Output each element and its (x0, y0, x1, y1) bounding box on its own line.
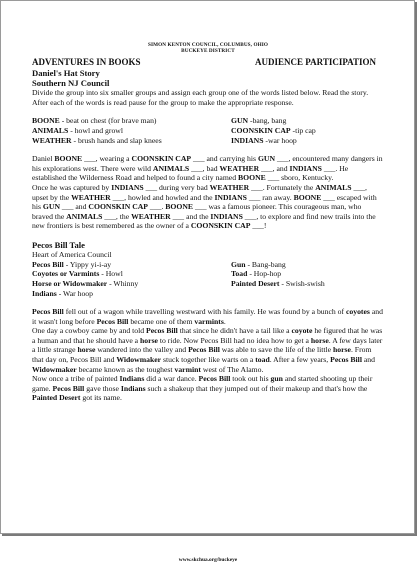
story1-response-item (231, 136, 384, 146)
story2-response-item (231, 289, 384, 299)
story2-response-word: Gun (231, 259, 246, 269)
section-title-right: AUDIENCE PARTICIPATION (255, 56, 376, 67)
council-name: SIMON KENTON COUNCIL, COLUMBUS, OHIO (148, 42, 268, 48)
district-name: BUCKEYE DISTRICT (181, 48, 235, 55)
story1-response-word: COONSKIN CAP (231, 126, 291, 135)
story1-response-item (231, 126, 384, 136)
story2-response-sound: - Hop-hop (247, 269, 282, 279)
story1-response-sound: - howl and growl (68, 126, 123, 135)
story1-response-list (32, 116, 384, 145)
story1-response-item (231, 116, 384, 126)
story1-response-sound: -tip cap (290, 126, 316, 135)
story1-title: Daniel's Hat Story (32, 67, 100, 78)
council-header (32, 42, 384, 55)
story2-response-word: Coyotes or Varmints (32, 269, 100, 279)
story2-response-item (32, 289, 231, 299)
story2-response-sound: - Swish-swish (279, 278, 325, 288)
story2-source: Heart of America Council (32, 250, 112, 260)
story1-response-word: GUN (231, 116, 249, 126)
section-title-left: ADVENTURES IN BOOKS (32, 56, 141, 67)
story1-response-word: ANIMALS (32, 126, 69, 135)
story2-response-item (32, 269, 231, 279)
story1-response-sound: - brush hands and slap knees (71, 135, 162, 145)
story2-response-word: Indians (32, 288, 57, 298)
story2-response-sound: - Howl (99, 269, 123, 279)
story2-response-item (231, 269, 384, 279)
story2-title: Pecos Bill Tale (32, 239, 85, 250)
story2-response-word: Horse or Widowmaker (32, 278, 108, 288)
story2-text: Pecos Bill fell out of a wagon while travelling westward with his family. He was found by a bunch of coyotes and it wasn't long before Pecos Bill became one of them varmints. One day a cowboy came by and told Pecos Bill that since he didn't have a tail like a coyote he figured that he was a human and that he should have a horse to ride. Now Pecos Bill had no idea how to get a horse. A few days later a little strange horse wandered into the valley and Pecos Bill was able to save the life of the little horse. From that day on, Pecos Bill and Widowmaker stuck together like warts on a toad. After a few years, Pecos Bill and Widowmaker became known as the toughest varmint west of The Alamo. Now once a tribe of painted Indians did a war dance. Pecos Bill took out his gun and started shooting up their game. Pecos Bill gave those Indians such a shakeup that they jumped out of their makeup and that's how the Painted Desert got its name. (32, 307, 383, 403)
story2-response-sound: - Bang-bang (245, 259, 286, 269)
story1-response-item (32, 126, 231, 136)
story1-response-item (32, 116, 231, 126)
story2-response-item (32, 260, 231, 270)
footer-url: www.skchua.org/buckeye (178, 557, 238, 563)
story1-response-word: WEATHER (32, 135, 72, 145)
story1-response-item (32, 136, 231, 146)
story1-source: Southern NJ Council (32, 78, 110, 89)
story2-response-list (32, 260, 384, 298)
document-page (32, 42, 384, 403)
story2-response-word: Toad (231, 269, 248, 279)
story2-response-sound: - War hoop (56, 288, 93, 298)
story2-response-sound: - Whinny (107, 278, 139, 288)
story2-response-sound: - Yippy yi-i-ay (63, 259, 112, 269)
story2-response-word: Pecos Bill (32, 259, 64, 269)
section-titles (32, 57, 384, 68)
story1-text: Daniel BOONE ___, wearing a COONSKIN CAP ___ and carrying his GUN ___, encountered many dangers in his explorations west. There were wild ANIMALS ___, bad WEATHER ___, and INDIANS ___. He established the Wilderness Road and helped to found a city named BOONE ___ sboro, Kentucky. Once he was captured by INDIANS ___ during very bad WEATHER ___. Fortunately the ANIMALS ___, upset by the WEATHER ___, howled and howled and the INDIANS ___ ran away. BOONE ___ escaped with his GUN ___ and COONSKIN CAP ___. BOONE ___ was a famous pioneer. This courageous man, who braved the ANIMALS ___, the WEATHER ___ and the INDIANS ___, to explore and find new trails into the new frontiers is best remembered as the owner of a COONSKIN CAP ___! (32, 154, 383, 231)
story2-response-word: Painted Desert (231, 278, 280, 288)
story1-response-word: INDIANS (231, 135, 264, 145)
story1-response-sound: -war hoop (263, 135, 297, 145)
story2-response-item (32, 279, 231, 289)
story1-response-sound: - beat on chest (for brave man) (59, 116, 157, 126)
story1-response-word: BOONE (32, 116, 60, 126)
story1-response-sound: -bang, bang (248, 116, 287, 126)
story1-instructions: Divide the group into six smaller groups and assign each group one of the words listed below. Read the story. After each of the words is read pause for the group to make the appropriate response. (32, 88, 369, 107)
story2-response-item (231, 279, 384, 289)
story2-response-item (231, 260, 384, 270)
